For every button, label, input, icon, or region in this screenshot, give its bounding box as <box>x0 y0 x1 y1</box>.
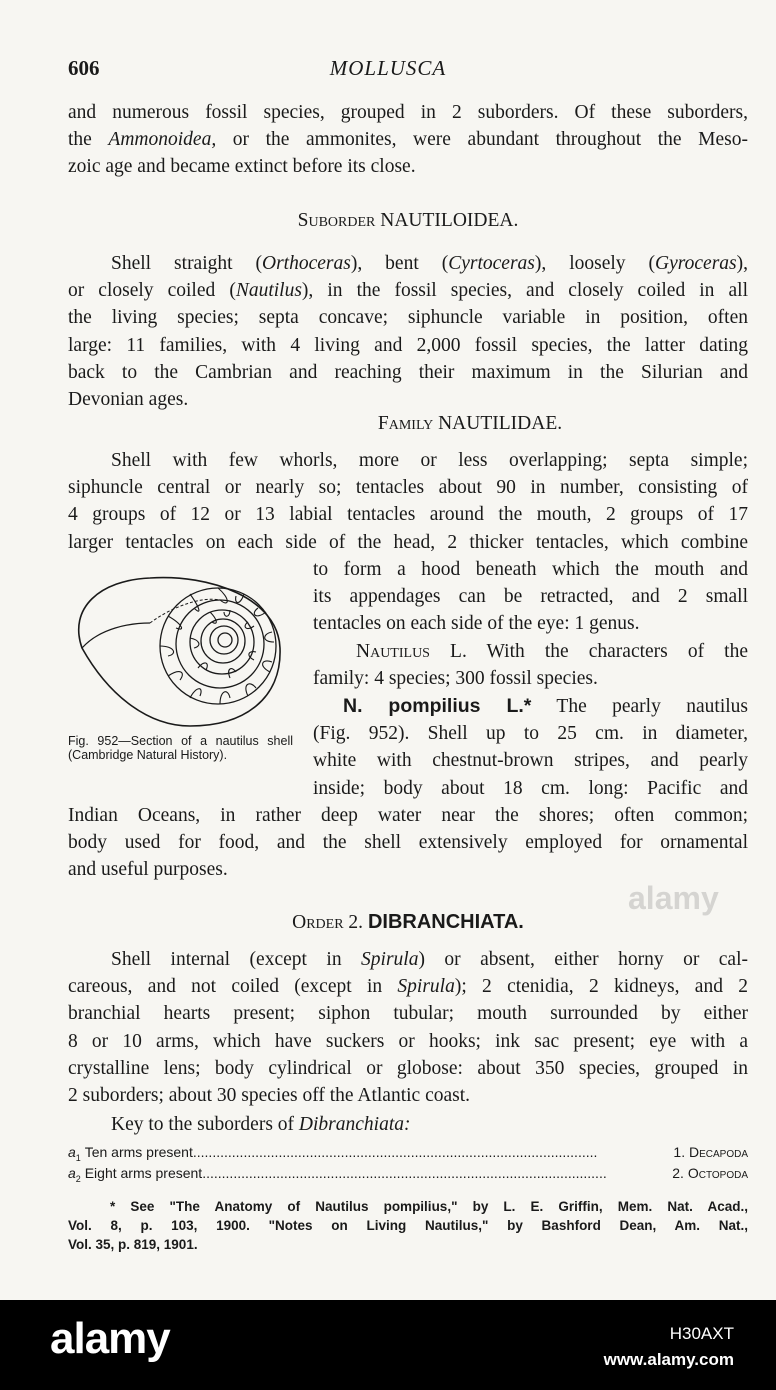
text-line: large: 11 families, with 4 living and 2,000 fossil species, the latter dating <box>68 334 748 356</box>
shell-aperture <box>82 623 150 648</box>
text-line: 4 groups of 12 or 13 labial tentacles around the mouth, 2 groups of 17 <box>68 504 748 526</box>
text-line: white with chestnut-brown stripes, and pearly <box>313 750 748 772</box>
site-url: www.alamy.com <box>603 1350 734 1369</box>
order-label: Order 2. <box>292 912 364 933</box>
text-line: 2 suborders; about 30 species off the Atlantic coast. <box>68 1084 471 1106</box>
text-line: Devonian ages. <box>68 388 189 410</box>
text-line: and useful purposes. <box>68 859 228 881</box>
key-row-1 <box>68 1144 748 1163</box>
key-intro <box>111 1111 711 1138</box>
text-line: inside; body about 18 cm. long: Pacific and <box>313 777 748 799</box>
text-line: Shell with few whorls, more or less overlapping; septa simple; <box>111 450 748 471</box>
footnote-line: Vol. 35, p. 819, 1901. <box>68 1237 198 1252</box>
text-line: and numerous fossil species, grouped in 2 suborders. Of these suborders, <box>68 102 748 123</box>
text-line: its appendages can be retracted, and 2 small <box>313 586 748 608</box>
key-result: 2. Octopoda <box>672 1165 748 1181</box>
text-line: (Fig. 952). Shell up to 25 cm. in diameter, <box>313 723 748 745</box>
key-row-2 <box>68 1165 748 1184</box>
text-line: the Ammonoidea, or the ammonites, were abundant throughout the Meso- <box>68 129 749 151</box>
text-line: family: 4 species; 300 fossil species. <box>313 668 598 690</box>
text-line: branchial hearts present; siphon tubular; mouth surrounded by either <box>68 1003 748 1025</box>
text-line: careous, and not coiled (except in Spirula); 2 ctenidia, 2 kidneys, and 2 <box>68 976 749 998</box>
species-line: N. pompilius L.* The pearly nautilus <box>343 695 748 717</box>
stock-watermark-bar <box>0 1300 776 1390</box>
suborder-heading <box>68 210 748 232</box>
suborder-name: NAUTILOIDEA. <box>380 210 519 231</box>
order-name: DIBRANCHIATA. <box>367 911 524 933</box>
alamy-logo: alamy <box>50 1314 170 1363</box>
text-line: back to the Cambrian and reaching their maximum in the Silurian and <box>68 361 748 383</box>
shell-spiral <box>160 588 276 704</box>
text-line: larger tentacles on each side of the head, 2 thicker tentacles, which combine <box>68 531 748 553</box>
key-text: Eight arms present <box>84 1165 203 1181</box>
key-text: Ten arms present <box>84 1144 193 1160</box>
siphuncle <box>150 599 220 623</box>
suborder-label: Suborder <box>297 210 376 231</box>
text-line: siphuncle central or nearly so; tentacles about 90 in number, consisting of <box>68 477 748 499</box>
key-mark: $a_2$ <box>68 1165 81 1184</box>
text-line: zoic age and became extinct before its close. <box>68 156 416 178</box>
text-line: crystalline lens; body cylindrical or globose: about 350 species, grouped in <box>68 1057 748 1079</box>
key-leader: ........................................................................................................ <box>202 1165 607 1181</box>
text-line: to form a hood beneath which the mouth and <box>313 559 748 580</box>
species-paragraph-cont <box>68 802 748 884</box>
key-result: 1. Decapoda <box>673 1144 748 1160</box>
watermark-overlay: alamy <box>628 880 719 916</box>
text-line: Key to the suborders of Dibranchiata: <box>111 1114 411 1135</box>
footnote <box>68 1197 748 1254</box>
genus-line: Nautilus L. With the characters of the <box>356 641 748 662</box>
image-id: H30AXT <box>669 1324 734 1343</box>
page-number: 606 <box>68 56 100 80</box>
family-heading <box>190 413 750 435</box>
footnote-line: * See "The Anatomy of Nautilus pompilius," by L. E. Griffin, Mem. Nat. Acad., <box>110 1199 748 1214</box>
family-label: Family <box>377 413 434 434</box>
footnote-line: Vol. 8, p. 103, 1900. "Notes on Living Nautilus," by Bashford Dean, Am. Nat., <box>68 1218 748 1233</box>
text-line: 8 or 10 arms, which have suckers or hooks; ink sac present; eye with a <box>68 1030 748 1052</box>
family-paragraph-narrow <box>313 556 748 638</box>
text-line: tentacles on each side of the eye: 1 genus. <box>313 613 640 635</box>
text-line: body used for food, and the shell extensively employed for ornamental <box>68 832 748 854</box>
genus-paragraph <box>313 638 748 692</box>
text-line: Shell internal (except in Spirula) or absent, either horny or cal- <box>111 949 749 970</box>
text-line: Shell straight (Orthoceras), bent (Cyrtoceras), loosely (Gyroceras), <box>111 253 748 274</box>
key-mark: $a_1$ <box>68 1144 81 1163</box>
text-line: or closely coiled (Nautilus), in the fossil species, and closely coiled in all <box>68 280 748 302</box>
text-line: Indian Oceans, in rather deep water near the shores; often common; <box>68 805 748 826</box>
text-line: the living species; septa concave; siphuncle variable in position, often <box>68 307 748 329</box>
order-paragraph <box>68 946 748 1109</box>
nautilus-shell-section-figure <box>70 568 285 730</box>
running-title: MOLLUSCA <box>329 56 447 80</box>
figure-caption: Fig. 952—Section of a nautilus shell (Cambridge Natural History). <box>68 734 293 762</box>
suborder-paragraph <box>68 250 748 413</box>
intro-paragraph <box>68 99 748 181</box>
family-paragraph <box>68 447 748 556</box>
family-name: NAUTILIDAE. <box>438 413 563 434</box>
species-paragraph <box>313 693 748 802</box>
key-leader: ........................................................................................................ <box>192 1144 598 1160</box>
